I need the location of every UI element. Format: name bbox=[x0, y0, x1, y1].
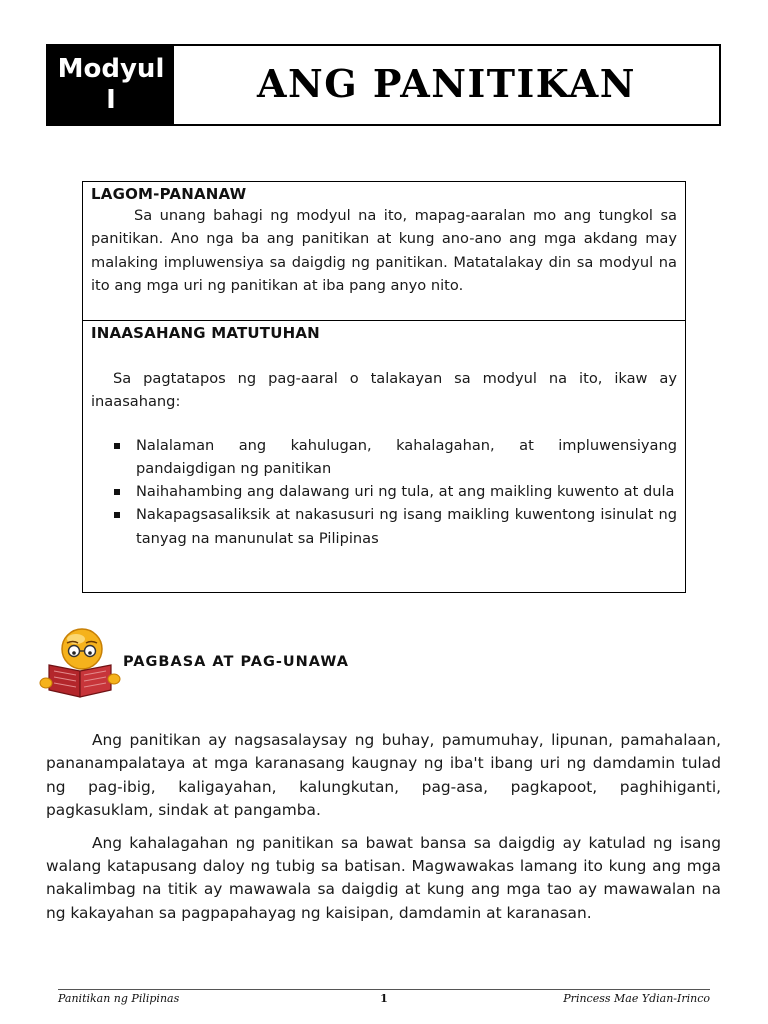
paragraph: Ang kahalagahan ng panitikan sa bawat bansa sa daigdig ay katulad ng isang walang katapusang daloy ng tubig sa batisan. Magwawakas lamang ito kung ang mga nakalimbag na titik ay mawawala sa daigdig at kung ang mga tao ay mawawalan na ng kakayahan sa pagpapahayag ng kaisipan, damdamin at karanasan. bbox=[46, 833, 721, 922]
bullet-icon bbox=[114, 489, 120, 495]
lagom-section bbox=[83, 182, 685, 321]
footer-author: Princess Mae Ydian-Irinco bbox=[563, 992, 710, 1005]
objectives-section bbox=[83, 321, 685, 550]
list-item: Naihahambing ang dalawang uri ng tula, at ang maikling kuwento at dula bbox=[136, 480, 677, 503]
paragraph: Ang panitikan ay nagsasalaysay ng buhay, pamumuhay, lipunan, pamahalaan, pananampalataya at mga karanasang kaugnay ng iba't ibang uri ng damdamin tulad ng pag-ibig, kaligayahan, kalungkutan, pag-asa, pagkapoot, paghihiganti, pagkasuklam, sindak at pangamba. bbox=[46, 731, 721, 820]
reading-passage bbox=[46, 729, 721, 925]
module-label: Modyul bbox=[57, 54, 165, 84]
objectives-list bbox=[91, 434, 677, 550]
footer-divider bbox=[58, 989, 710, 990]
list-item: Nakapagsasaliksik at nakasusuri ng isang maikling kuwentong isinulat ng tanyag na manunulat sa Pilipinas bbox=[136, 503, 677, 550]
module-number: I bbox=[106, 85, 116, 115]
reading-emoji-icon bbox=[36, 627, 122, 699]
overview-box bbox=[82, 181, 686, 593]
footer-book-title: Panitikan ng Pilipinas bbox=[58, 992, 180, 1005]
objectives-intro: Sa pagtatapos ng pag-aaral o talakayan sa modyul na ito, ikaw ay inaasahang: bbox=[91, 370, 677, 411]
lagom-title: LAGOM-PANANAW bbox=[91, 185, 247, 203]
page-number: 1 bbox=[380, 992, 388, 1005]
module-title: ANG PANITIKAN bbox=[257, 60, 636, 106]
list-item: Nalalaman ang kahulugan, kahalagahan, at impluwensiyang pandaigdigan ng panitikan bbox=[136, 434, 677, 481]
module-number-block bbox=[48, 46, 174, 124]
lagom-text: Sa unang bahagi ng modyul na ito, mapag-aaralan mo ang tungkol sa panitikan. Ano nga ba ang panitikan at kung ano-ano ang mga akdang may malaking impluwensiya sa daigdig ng panitikan. Matatalakay din sa modyul na ito ang mga uri ng panitikan at iba pang anyo nito. bbox=[91, 207, 677, 294]
objectives-title: INAASAHANG MATUTUHAN bbox=[91, 324, 320, 342]
page-footer bbox=[58, 992, 710, 1008]
bullet-icon bbox=[114, 512, 120, 518]
module-header bbox=[46, 44, 721, 126]
reading-heading: PAGBASA AT PAG-UNAWA bbox=[123, 654, 349, 670]
bullet-icon bbox=[114, 443, 120, 449]
